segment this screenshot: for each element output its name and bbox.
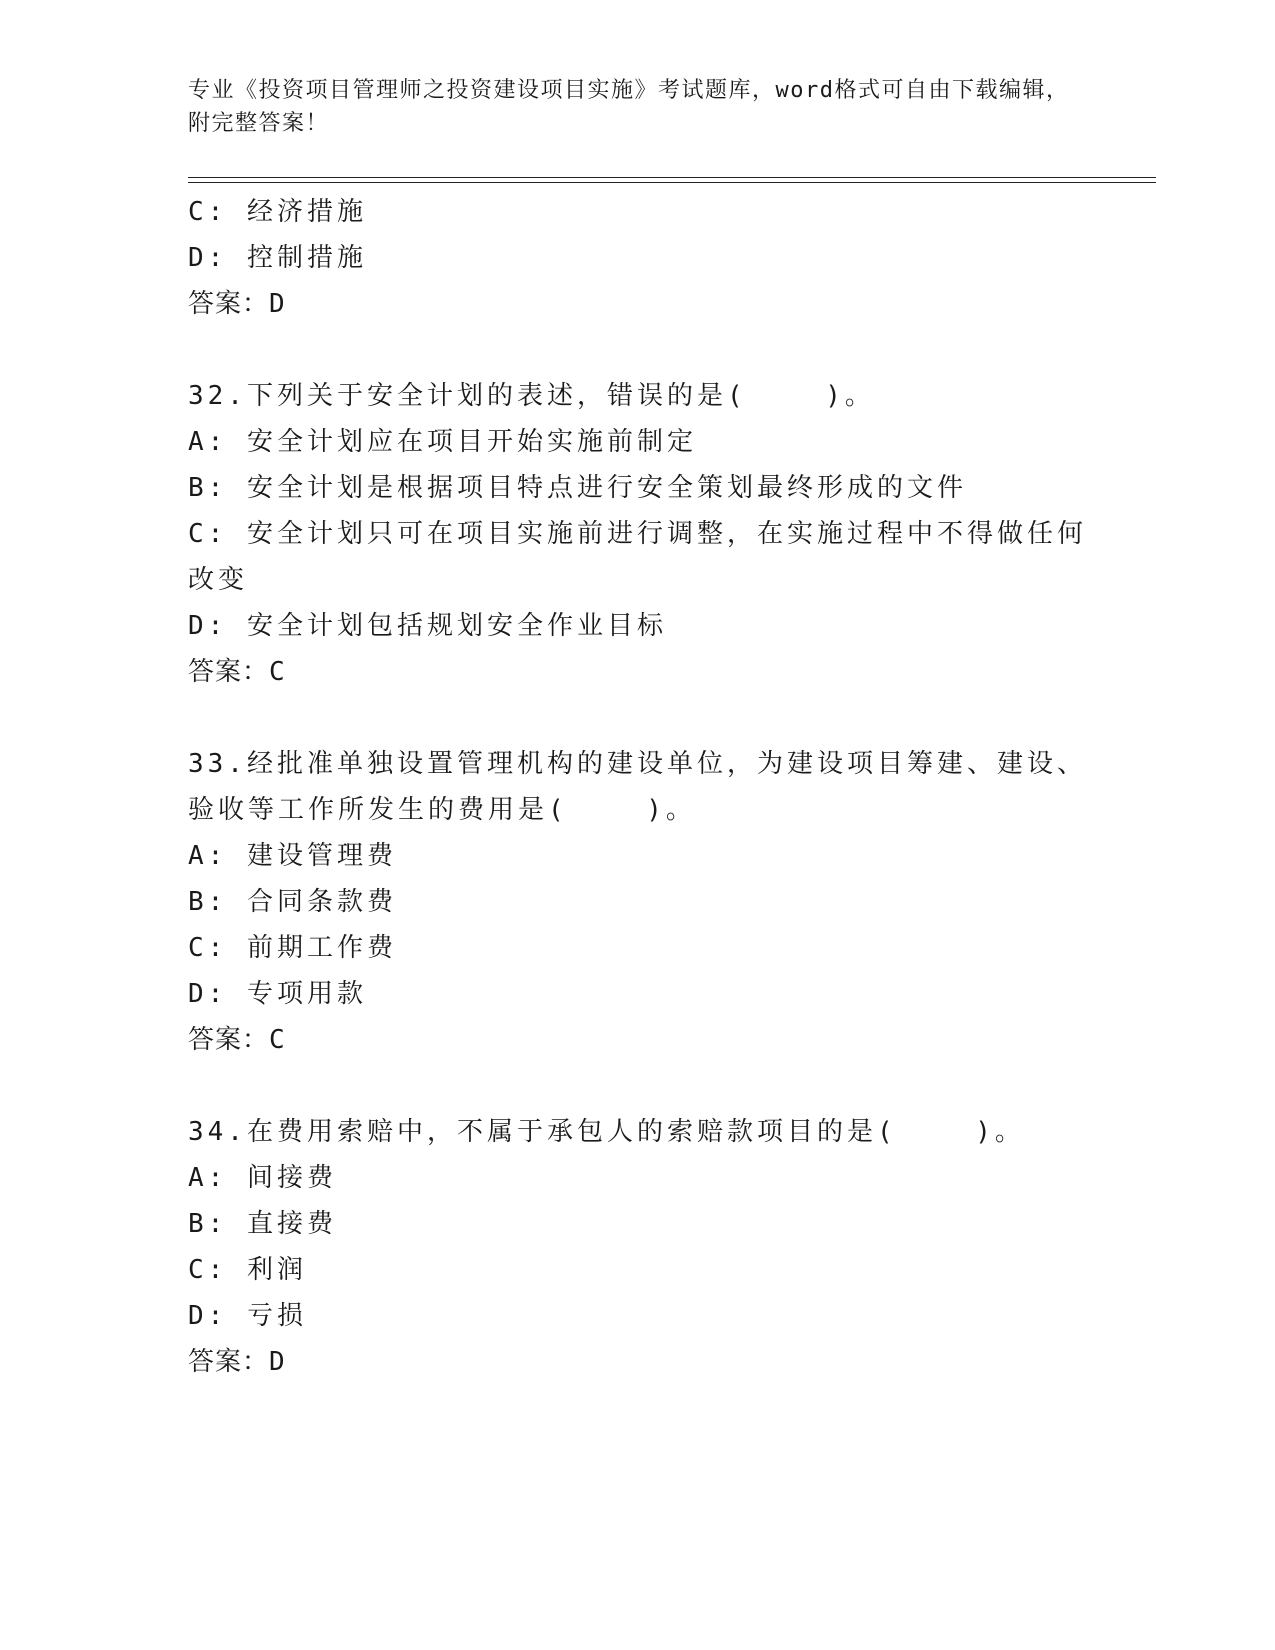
answer-line: 答案：D — [188, 1347, 286, 1377]
continued-question — [188, 189, 1088, 327]
spacer — [188, 327, 1088, 373]
option-a: A: 安全计划应在项目开始实施前制定 — [188, 427, 697, 457]
question-list — [188, 189, 1088, 1385]
option-b: B: 安全计划是根据项目特点进行安全策划最终形成的文件 — [188, 473, 967, 503]
document-header: 专业《投资项目管理师之投资建设项目实施》考试题库，word格式可自由下载编辑，附完整答案！ — [188, 78, 1070, 136]
option-c: C: 安全计划只可在项目实施前进行调整，在实施过程中不得做任何改变 — [188, 519, 1087, 595]
option-c: C: 前期工作费 — [188, 933, 397, 963]
header-rule-bottom — [188, 182, 1156, 183]
question-32 — [188, 373, 1088, 695]
option-b: B: 合同条款费 — [188, 887, 397, 917]
option-d: D: 专项用款 — [188, 979, 367, 1009]
header-rule-top — [188, 177, 1156, 178]
option-c: C: 经济措施 — [188, 197, 367, 227]
answer-line: 答案：D — [188, 289, 286, 319]
spacer — [188, 1063, 1088, 1109]
option-d: D: 控制措施 — [188, 243, 367, 273]
option-a: A: 建设管理费 — [188, 841, 397, 871]
question-33 — [188, 741, 1088, 1063]
question-stem: 34.在费用索赔中，不属于承包人的索赔款项目的是( )。 — [188, 1117, 1025, 1147]
question-stem: 32.下列关于安全计划的表述，错误的是( )。 — [188, 381, 875, 411]
answer-line: 答案：C — [188, 657, 286, 687]
question-stem: 33.经批准单独设置管理机构的建设单位，为建设项目筹建、建设、验收等工作所发生的费用是( )。 — [188, 749, 1087, 825]
question-34 — [188, 1109, 1088, 1385]
option-b: B: 直接费 — [188, 1209, 337, 1239]
option-d: D: 亏损 — [188, 1301, 307, 1331]
option-c: C: 利润 — [188, 1255, 307, 1285]
answer-line: 答案：C — [188, 1025, 286, 1055]
option-a: A: 间接费 — [188, 1163, 337, 1193]
spacer — [188, 695, 1088, 741]
option-d: D: 安全计划包括规划安全作业目标 — [188, 611, 667, 641]
